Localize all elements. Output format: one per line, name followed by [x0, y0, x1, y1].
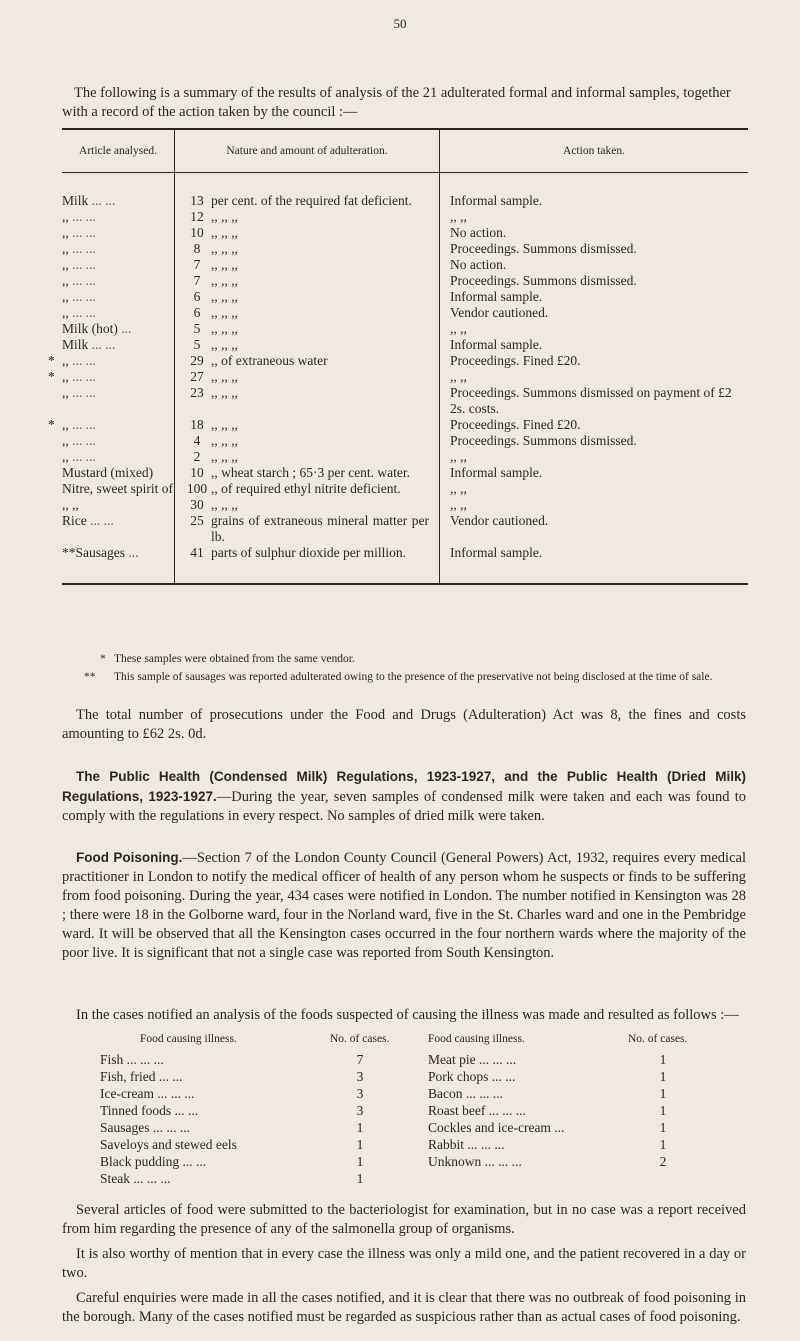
table-row: [62, 257, 748, 273]
food-name-right: Roast beef ... ... ...: [428, 1103, 526, 1118]
adulteration-table: [48, 128, 748, 585]
nature-cell: [175, 257, 440, 273]
leader-dots: ... ...: [68, 257, 96, 272]
amount-value: 30: [190, 497, 204, 512]
adulteration-description: ,, ,, ,,: [211, 241, 238, 256]
text-food-poisoning: —Section 7 of the London County Council (General Powers) Act, 1932, requires every medical practitioner in London to notify the medical officer of health of any person whom he suspects or finds to be suffering from food poisoning. During the year, 434 cases were notified in London. The number notified in Kensington was 28 ; there were 18 in the Golborne ward, four in the Norland ward, five in the St. Charles ward and one in the Pembridge ward. It will be observed that all the Kensington cases occurred in the four northern wards where the majority of the poor live. It is significant that not a single case was reported from South Kensington.: [62, 850, 746, 961]
article-cell: [62, 481, 175, 497]
footnote-mark: **: [84, 671, 96, 683]
food-header-left: Food causing illness.: [140, 1033, 237, 1045]
article-cell: [62, 337, 175, 353]
table-row: [62, 513, 748, 545]
amount-value: 12: [190, 209, 204, 224]
amount-value: 6: [193, 305, 201, 320]
action-text: No action.: [450, 257, 507, 272]
case-count-left: 3: [356, 1069, 364, 1084]
action-cell: [440, 481, 749, 497]
action-cell: [440, 449, 749, 465]
article-cell: [62, 465, 175, 481]
food-row: [100, 1102, 698, 1119]
action-cell: [440, 417, 749, 433]
amount-value: 27: [190, 369, 204, 384]
article-name: Nitre, sweet spirit of: [62, 481, 173, 496]
nature-cell: [175, 337, 440, 353]
nature-cell: [175, 305, 440, 321]
food-name-left: Fish ... ... ...: [100, 1052, 164, 1067]
food-name-left: Black pudding ... ...: [100, 1154, 207, 1169]
adulteration-description: ,, ,, ,,: [211, 385, 238, 400]
article-name: Milk (hot): [62, 321, 118, 336]
page-number: 50: [393, 16, 407, 31]
action-text: No action.: [450, 225, 507, 240]
food-name-left: Steak ... ... ...: [100, 1171, 171, 1186]
article-name: ,,: [62, 369, 69, 384]
action-cell: [440, 337, 749, 353]
nature-cell: [175, 545, 440, 584]
table-row: [62, 369, 748, 385]
intro-paragraph: The following is a summary of the results of analysis of the 21 adulterated formal and informal samples, together with a record of the action taken by the council :—: [62, 85, 731, 120]
table-row: [62, 289, 748, 305]
header-action: Action taken.: [440, 129, 749, 173]
paragraph-prosecutions: The total number of prosecutions under the Food and Drugs (Adulteration) Act was 8, the fines and costs amounting to £62 2s. 0d.: [62, 707, 746, 742]
article-cell: [62, 273, 175, 289]
leader-dots: ... ...: [68, 353, 96, 368]
nature-cell: [175, 433, 440, 449]
footnote-mark: *: [100, 653, 106, 665]
nature-cell: [175, 513, 440, 545]
action-cell: [440, 225, 749, 241]
food-name-right: Rabbit ... ... ...: [428, 1137, 505, 1152]
table-row: [62, 481, 748, 497]
article-name: ,,: [62, 225, 69, 240]
table-row: [62, 465, 748, 481]
food-header-right: Food causing illness.: [428, 1033, 525, 1045]
food-row: [100, 1051, 698, 1068]
table-row: [62, 225, 748, 241]
nature-cell: [175, 289, 440, 305]
food-name-left: Tinned foods ... ...: [100, 1103, 199, 1118]
article-cell: [62, 209, 175, 225]
action-text: Proceedings. Fined £20.: [450, 417, 581, 432]
adulteration-description: ,, ,, ,,: [211, 433, 238, 448]
action-cell: [440, 289, 749, 305]
table-row: [62, 209, 748, 225]
article-cell: [62, 497, 175, 513]
article-cell: [62, 385, 175, 417]
action-cell: [440, 305, 749, 321]
nature-cell: [175, 321, 440, 337]
food-name-left: Saveloys and stewed eels: [100, 1137, 237, 1152]
nature-cell: [175, 417, 440, 433]
case-count-left: 1: [356, 1120, 364, 1135]
paragraph-enquiries: Careful enquiries were made in all the cases notified, and it is clear that there was no outbreak of food poisoning in the borough. Many of the cases notified must be regarded as suspicious rather than as actual cases of food poisoning.: [62, 1290, 746, 1325]
amount-value: 5: [193, 337, 201, 352]
leader-dots: ... ...: [86, 513, 114, 528]
article-name: Mustard (mixed): [62, 465, 154, 480]
action-cell: [440, 321, 749, 337]
paragraph-bacteriologist: Several articles of food were submitted to the bacteriologist for examination, but in no case was a report received from him regarding the presence of any of the salmonella group of organisms.: [62, 1202, 746, 1237]
leader-dots: ... ...: [68, 241, 96, 256]
case-count-left: 7: [356, 1052, 364, 1067]
header-nature: Nature and amount of adulteration.: [175, 129, 440, 173]
cases-header-right: No. of cases.: [628, 1033, 688, 1045]
action-text: Proceedings. Summons dismissed on payment of £2 2s. costs.: [450, 385, 732, 416]
food-row: [100, 1136, 698, 1153]
table-row: [62, 497, 748, 513]
amount-value: 13: [190, 193, 204, 208]
article-name: ,,: [62, 385, 69, 400]
food-row: [100, 1170, 698, 1187]
article-cell: [62, 433, 175, 449]
action-text: ,, ,,: [450, 497, 467, 512]
article-name: ,,: [62, 449, 69, 464]
action-text: Informal sample.: [450, 545, 543, 560]
leader-dots: ...: [117, 321, 132, 336]
article-cell: [62, 257, 175, 273]
amount-value: 8: [193, 241, 201, 256]
amount-value: 25: [190, 513, 204, 528]
nature-cell: [175, 449, 440, 465]
amount-value: 6: [193, 289, 201, 304]
article-name: ,,: [62, 417, 69, 432]
amount-value: 5: [193, 321, 201, 336]
table-row: [62, 173, 748, 210]
article-cell: [62, 305, 175, 321]
action-cell: [440, 173, 749, 210]
article-cell: [62, 173, 175, 210]
food-name-right: Cockles and ice-cream ...: [428, 1120, 565, 1135]
case-count-left: 1: [356, 1137, 364, 1152]
action-text: Informal sample.: [450, 337, 543, 352]
nature-cell: [175, 273, 440, 289]
footnote-vendor: [100, 652, 750, 666]
action-text: Proceedings. Fined £20.: [450, 353, 581, 368]
case-count-right: 1: [659, 1120, 667, 1135]
table-row: [62, 241, 748, 257]
paragraph-food-poisoning: [62, 848, 746, 963]
action-text: Vendor cautioned.: [450, 305, 549, 320]
case-count-right: 1: [659, 1069, 667, 1084]
adulteration-description: parts of sulphur dioxide per million.: [211, 545, 406, 560]
adulteration-description: ,, wheat starch ; 65·3 per cent. water.: [211, 465, 411, 480]
action-text: Proceedings. Summons dismissed.: [450, 273, 637, 288]
food-illness-table: [100, 1033, 698, 1187]
action-cell: [440, 241, 749, 257]
adulteration-description: ,, ,, ,,: [211, 289, 238, 304]
amount-value: 18: [190, 417, 204, 432]
footnote-text: These samples were obtained from the same vendor.: [114, 653, 355, 665]
action-text: Proceedings. Summons dismissed.: [450, 433, 637, 448]
adulteration-description: ,, of required ethyl nitrite deficient.: [211, 481, 401, 496]
table-row: [62, 433, 748, 449]
action-text: Vendor cautioned.: [450, 513, 549, 528]
article-cell: [62, 241, 175, 257]
article-cell: [62, 225, 175, 241]
leader-dots: ... ...: [88, 337, 116, 352]
heading-food-poisoning: Food Poisoning.: [76, 850, 183, 865]
adulteration-description: ,, of extraneous water: [211, 353, 328, 368]
action-cell: [440, 545, 749, 584]
adulteration-description: ,, ,, ,,: [211, 417, 238, 432]
action-text: Informal sample.: [450, 193, 543, 208]
nature-cell: [175, 497, 440, 513]
action-text: Informal sample.: [450, 465, 543, 480]
case-count-left: 3: [356, 1086, 364, 1101]
article-cell: [62, 449, 175, 465]
article-cell: [62, 545, 175, 584]
action-cell: [440, 257, 749, 273]
food-name-left: Fish, fried ... ...: [100, 1069, 183, 1084]
vendor-mark: *: [48, 417, 55, 432]
leader-dots: ... ...: [68, 209, 96, 224]
nature-cell: [175, 173, 440, 210]
article-cell: [62, 289, 175, 305]
article-cell: [62, 321, 175, 337]
action-text: Proceedings. Summons dismissed.: [450, 241, 637, 256]
text-condensed-milk: —During the year, seven samples of condensed milk were taken and each was found to comply with the regulations in every respect. No samples of dried milk were taken.: [62, 789, 746, 824]
action-cell: [440, 497, 749, 513]
action-text: ,, ,,: [450, 209, 467, 224]
adulteration-description: ,, ,, ,,: [211, 225, 238, 240]
nature-cell: [175, 353, 440, 369]
article-name: ,,: [62, 273, 69, 288]
action-cell: [440, 273, 749, 289]
article-name: **Sausages: [62, 545, 125, 560]
article-name: ,,: [62, 241, 69, 256]
article-cell: [48, 353, 175, 369]
paragraph-mild: It is also worthy of mention that in every case the illness was only a mild one, and the patient recovered in a day or two.: [62, 1246, 746, 1281]
table-row: [62, 385, 748, 417]
heading-condensed-milk: The Public Health (Condensed Milk) Regulations, 1923-1927, and the Public Health (Dried Milk) Regulations, 1923-1927.: [62, 769, 746, 804]
nature-cell: [175, 385, 440, 417]
table-row: [62, 545, 748, 584]
food-row: [100, 1153, 698, 1170]
nature-cell: [175, 241, 440, 257]
adulteration-description: ,, ,, ,,: [211, 369, 238, 384]
food-name-left: Ice-cream ... ... ...: [100, 1086, 195, 1101]
food-name-right: Meat pie ... ... ...: [428, 1052, 517, 1067]
case-count-right: 1: [659, 1052, 667, 1067]
table-header-row: [62, 129, 748, 173]
amount-value: 41: [190, 545, 204, 560]
table-row: [62, 417, 748, 433]
leader-dots: ... ...: [68, 369, 96, 384]
leader-dots: ...: [125, 545, 139, 560]
article-cell: [48, 417, 175, 433]
adulteration-description: ,, ,, ,,: [211, 321, 238, 336]
adulteration-description: ,, ,, ,,: [211, 305, 238, 320]
table-row: [62, 321, 748, 337]
table-row: [62, 353, 748, 369]
header-article: Article analysed.: [62, 129, 175, 173]
leader-dots: ... ...: [68, 385, 96, 400]
action-cell: [440, 385, 749, 417]
amount-value: 10: [190, 225, 204, 240]
food-row: [100, 1068, 698, 1085]
action-text: ,, ,,: [450, 481, 467, 496]
food-name-right: Pork chops ... ...: [428, 1069, 516, 1084]
vendor-mark: *: [48, 353, 55, 368]
food-name-right: Bacon ... ... ...: [428, 1086, 503, 1101]
leader-dots: ... ...: [68, 225, 96, 240]
article-name: ,,: [62, 433, 69, 448]
leader-dots: ... ...: [68, 305, 96, 320]
nature-cell: [175, 465, 440, 481]
food-row: [100, 1119, 698, 1136]
case-count-right: 1: [659, 1086, 667, 1101]
adulteration-description: ,, ,, ,,: [211, 209, 238, 224]
action-text: ,, ,,: [450, 449, 467, 464]
article-name: Milk: [62, 193, 89, 208]
table-row: [62, 305, 748, 321]
adulteration-description: ,, ,, ,,: [211, 337, 238, 352]
leader-dots: ... ...: [68, 449, 96, 464]
article-name: Milk: [62, 337, 89, 352]
action-cell: [440, 209, 749, 225]
leader-dots: ... ...: [88, 193, 116, 208]
article-name: ,,: [62, 257, 69, 272]
case-count-right: 1: [659, 1137, 667, 1152]
amount-value: 7: [193, 273, 201, 288]
case-count-right: 2: [659, 1154, 667, 1169]
case-count-left: 1: [356, 1171, 364, 1186]
article-name: ,,: [62, 289, 69, 304]
adulteration-description: ,, ,, ,,: [211, 449, 238, 464]
food-table-header: [100, 1033, 698, 1051]
case-count-right: 1: [659, 1103, 667, 1118]
leader-dots: ... ...: [68, 417, 96, 432]
article-name: ,,: [62, 209, 69, 224]
article-name: ,,: [62, 305, 69, 320]
leader-dots: ... ...: [68, 273, 96, 288]
adulteration-description: ,, ,, ,,: [211, 497, 238, 512]
table-row: [62, 449, 748, 465]
paragraph-analysis: In the cases notified an analysis of the foods suspected of causing the illness was made and resulted as follows :—: [76, 1007, 739, 1023]
article-cell: [62, 513, 175, 545]
footnote-sausages: [84, 670, 756, 684]
adulteration-description: grains of extraneous mineral matter per lb.: [211, 513, 429, 544]
case-count-left: 1: [356, 1154, 364, 1169]
cases-header-left: No. of cases.: [330, 1033, 390, 1045]
adulteration-description: per cent. of the required fat deficient.: [211, 193, 412, 208]
nature-cell: [175, 209, 440, 225]
food-name-right: Unknown ... ... ...: [428, 1154, 522, 1169]
action-text: Informal sample.: [450, 289, 543, 304]
action-cell: [440, 465, 749, 481]
article-name: Rice: [62, 513, 87, 528]
nature-cell: [175, 481, 440, 497]
amount-value: 23: [190, 385, 204, 400]
amount-value: 2: [193, 449, 201, 464]
paragraph-condensed-milk: [62, 767, 746, 826]
amount-value: 100: [186, 481, 208, 496]
action-cell: [440, 433, 749, 449]
article-cell: [48, 369, 175, 385]
food-row: [100, 1085, 698, 1102]
leader-dots: ... ...: [68, 289, 96, 304]
adulteration-description: ,, ,, ,,: [211, 257, 238, 272]
nature-cell: [175, 369, 440, 385]
article-name: ,,: [62, 353, 69, 368]
table-row: [62, 273, 748, 289]
action-text: ,, ,,: [450, 321, 467, 336]
amount-value: 10: [190, 465, 204, 480]
case-count-left: 3: [356, 1103, 364, 1118]
amount-value: 4: [193, 433, 201, 448]
vendor-mark: *: [48, 369, 55, 384]
footnote-text: This sample of sausages was reported adulterated owing to the presence of the preservative not being disclosed at the time of sale.: [114, 671, 713, 683]
amount-value: 29: [190, 353, 204, 368]
action-cell: [440, 353, 749, 369]
food-name-left: Sausages ... ... ...: [100, 1120, 190, 1135]
amount-value: 7: [193, 257, 201, 272]
adulteration-description: ,, ,, ,,: [211, 273, 238, 288]
action-text: ,, ,,: [450, 369, 467, 384]
leader-dots: ... ...: [68, 433, 96, 448]
action-cell: [440, 369, 749, 385]
article-name: ,, ,,: [62, 497, 79, 512]
action-cell: [440, 513, 749, 545]
table-row: [62, 337, 748, 353]
nature-cell: [175, 225, 440, 241]
